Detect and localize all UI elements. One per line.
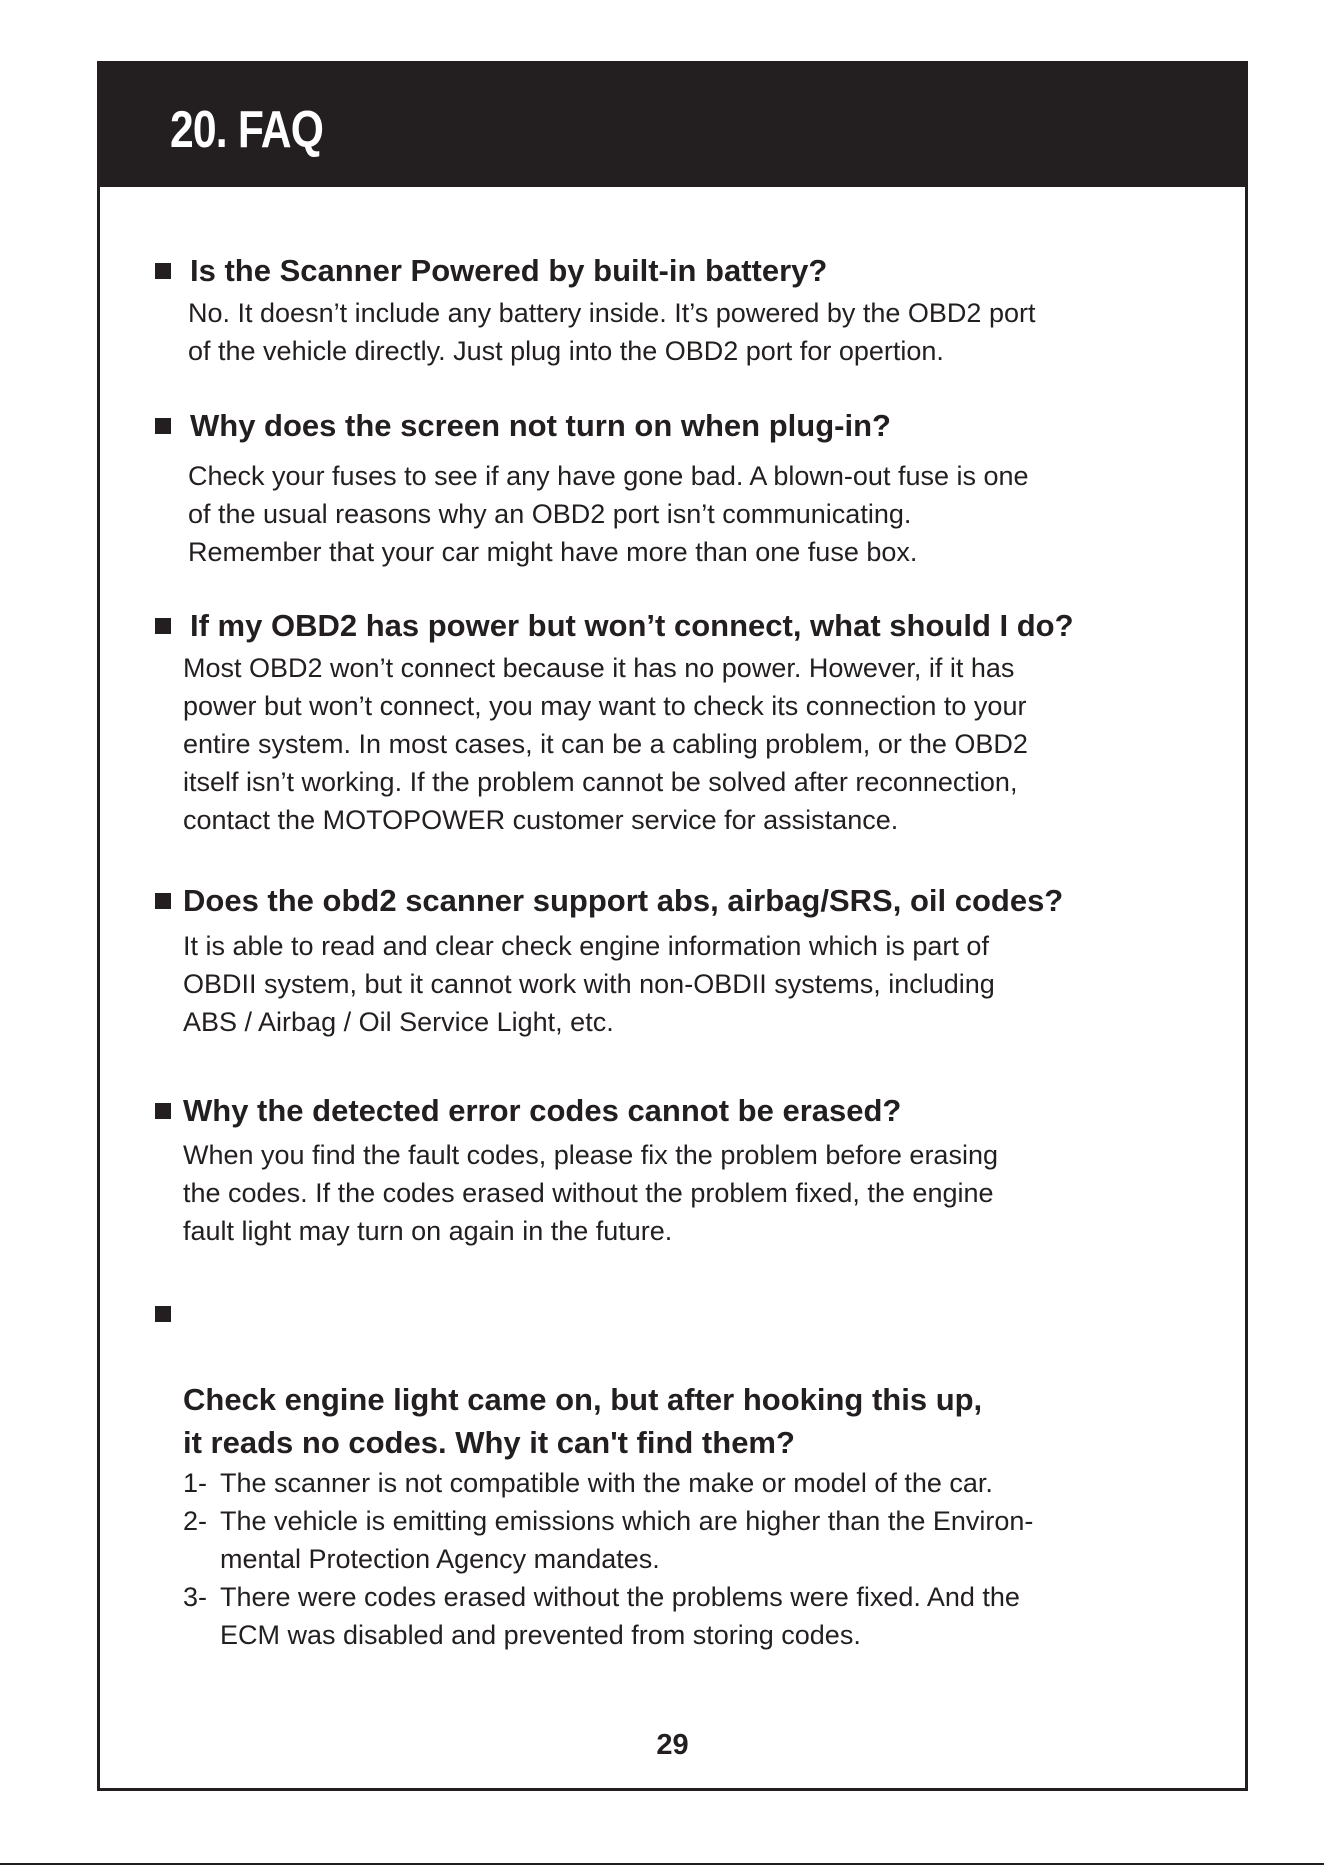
list-item-number: 2- [183,1506,208,1536]
square-bullet-icon [155,893,171,909]
page-title: 20. FAQ [170,101,324,159]
square-bullet-icon [155,618,171,634]
header-bar [100,64,1245,187]
bottom-divider [0,1863,1324,1865]
faq-answer: No. It doesn’t include any battery inside. It’s powered by the OBD2 port of the vehicle directly. Just plug into the OBD2 port for opertion. [188,298,1036,366]
faq-question-text: If my OBD2 has power but won’t connect, what should I do? [190,608,1074,643]
faq-question [100,249,1245,292]
faq-question [100,879,1245,922]
faq-answer: Most OBD2 won’t connect because it has no power. However, if it has power but won’t connect, you may want to check its connection to your entire system. In most cases, it can be a cabling problem, or the OBD2 itself isn’t working. If the problem cannot be solved after reconnection, contact the MOTOPOWER customer service for assistance. [183,653,1028,835]
square-bullet-icon [155,263,171,279]
list-item-number: 1- [183,1468,208,1498]
square-bullet-icon [155,1103,171,1119]
faq-question [100,1292,1245,1464]
faq-question-text: Does the obd2 scanner support abs, airbag/SRS, oil codes? [183,883,1064,918]
faq-item-no-codes [100,1292,1245,1654]
faq-item-screen [100,404,1245,571]
faq-item-support [100,879,1245,1041]
list-item-number: 3- [183,1582,208,1612]
faq-question-text: Is the Scanner Powered by built-in battery? [190,253,828,288]
faq-question-text: Check engine light came on, but after hooking this up, it reads no codes. Why it can't find them? [183,1382,983,1460]
page-number: 29 [656,1729,689,1761]
square-bullet-icon [155,1306,171,1322]
faq-question [100,604,1245,647]
list-item [183,1464,1245,1502]
faq-question-text: Why does the screen not turn on when plug-in? [190,408,891,443]
faq-item-battery [100,249,1245,370]
list-item-text: The scanner is not compatible with the make or model of the car. [220,1468,993,1498]
page-frame [97,61,1248,1791]
list-item-text: The vehicle is emitting emissions which are higher than the Environ- mental Protection Agency mandates. [220,1506,1034,1574]
faq-question [100,1089,1245,1132]
faq-item-connect [100,604,1245,839]
faq-question [100,404,1245,447]
faq-answer-list [100,1464,1245,1654]
list-item [183,1502,1245,1578]
list-item-text: There were codes erased without the problems were fixed. And the ECM was disabled and prevented from storing codes. [220,1582,1020,1650]
faq-answer: When you find the fault codes, please fix the problem before erasing the codes. If the codes erased without the problem fixed, the engine fault light may turn on again in the future. [183,1140,998,1246]
faq-answer: Check your fuses to see if any have gone bad. A blown-out fuse is one of the usual reasons why an OBD2 port isn’t communicating. Remember that your car might have more than one fuse box. [188,461,1029,567]
list-item [183,1578,1245,1654]
faq-answer: It is able to read and clear check engine information which is part of OBDII system, but it cannot work with non-OBDII systems, including ABS / Airbag / Oil Service Light, etc. [183,931,995,1037]
faq-item-erase [100,1089,1245,1250]
faq-question-text: Why the detected error codes cannot be erased? [183,1093,902,1128]
square-bullet-icon [155,418,171,434]
